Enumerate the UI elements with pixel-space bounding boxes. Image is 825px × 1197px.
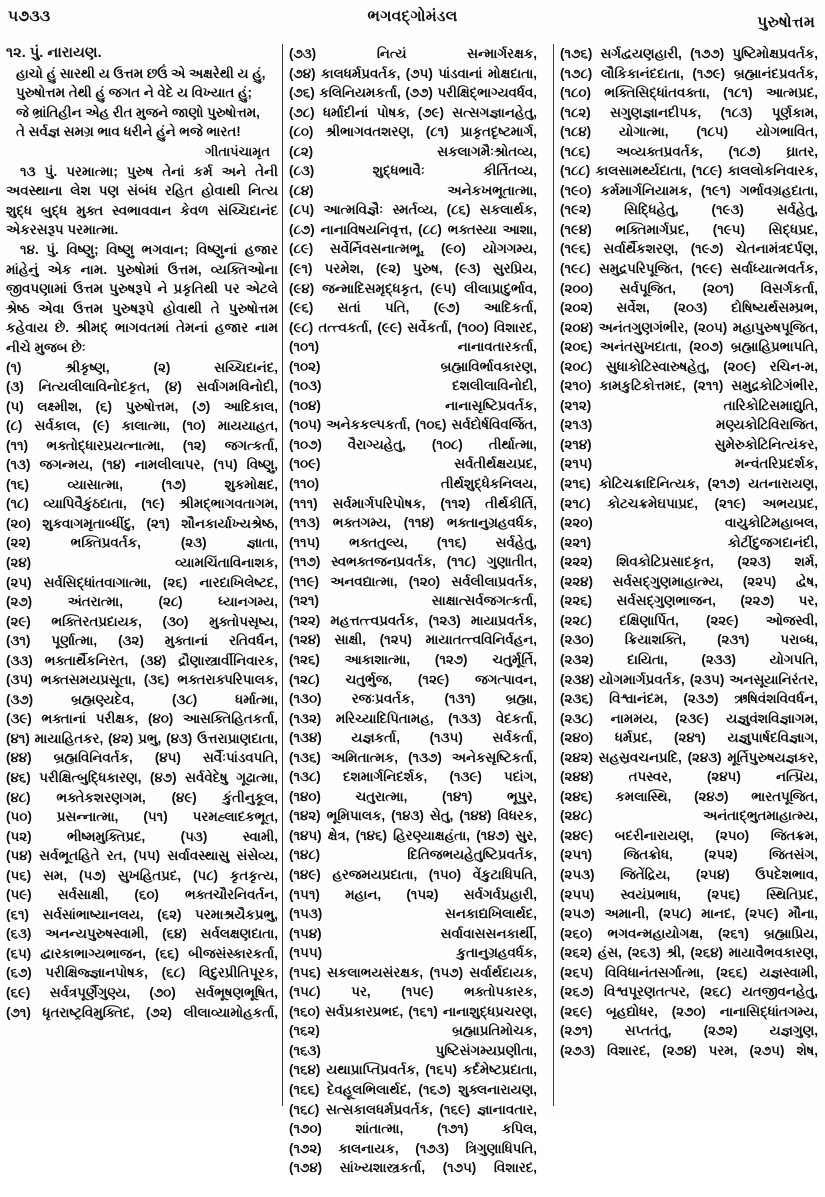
name-list-item: (૧૪૧) ભૂપુર, — [441, 788, 537, 804]
name-list-item: (૯૯) સર્વેકર્તા, — [377, 319, 452, 335]
name-list-item: (૮૫) આત્મવિજ્ઞૈઃ સ્મર્તવ્ય, — [289, 202, 438, 218]
name-list-item: (૨૧૨) તારિકોટિસમાદ્યુતિ, — [560, 397, 818, 413]
name-list-item: (૫૫) સર્વાવસ્થાસુ સંસેવ્ય, — [133, 848, 278, 864]
name-list-item: (૨૫૩) જિતેંદ્રિય, — [560, 866, 671, 882]
name-list-item: (૨૧૮) કોટચક્રમેઘપાપ્રદ, — [560, 495, 699, 511]
name-list-item: (૧૯૭) ચેતનામંત્રદર્પણ, — [690, 241, 818, 257]
name-list-item: (૨૦૪) અનંતગુણગંભીર, — [560, 319, 689, 335]
name-list-item: (૧૩૨) મરિચ્યાદિપિતામહ, — [289, 710, 434, 726]
name-list-item: (૧૨૨) મહત્તત્ત્વપ્રવર્તક, — [289, 612, 419, 628]
name-list-item: (૧૪૪) વિધરક, — [459, 808, 537, 824]
name-list-item: (૧૧) ભક્તોદ્ધારપ્રયત્નાત્મા, — [6, 437, 165, 453]
name-list-item: (૧૯૫) સિદ્ધપ્રદ, — [712, 221, 818, 237]
name-list-item: (૭૨) લીલાવ્યામોહકર્તા, — [145, 1004, 278, 1020]
name-list-item: (૨૩૨) દાયિતા, — [560, 651, 668, 667]
name-list-item: (૨૦૭) બ્રહ્માહિપ્રભાપતિ, — [689, 339, 818, 355]
name-list-item: (૯૭) આદિકર્તા, — [433, 300, 537, 316]
name-list-item: (૧૭૧) કપિલ, — [436, 1121, 537, 1137]
name-list-item: (૭૧) ધૃતરાષ્ટ્રવિમુક્તિદ, — [6, 1004, 135, 1020]
name-list-item: (૨૨૪) સર્વસદ્ગુણમાહાત્મ્ય, — [560, 573, 724, 589]
name-list-item: (૪૫) સર્વૈઃપાંડવપતિ, — [154, 750, 278, 766]
name-list-item: (૨૬૮) યતજીવનહેતુ, — [699, 984, 818, 1000]
name-list-item: (૨૫૧) જિતક્રોધ, — [560, 847, 673, 863]
name-list-item: (૧૨૯) જગત્પાવન, — [417, 671, 537, 687]
name-list-item: (૨૫૫) સ્વયંપ્રભાધ, — [560, 886, 681, 902]
name-list-item: (૧૫૬) સકલાભયસંરક્ષક, — [289, 964, 424, 980]
name-list-item: (૧૦૬) સર્વદોર્ષવિવર્જિત, — [415, 417, 537, 433]
name-list-item: (૨૦૨) સર્વેશ, — [560, 300, 650, 316]
name-list-item: (૪૬) પરીક્ષિત્બુદ્ધિકારણ, — [6, 769, 142, 785]
name-list-item: (૫૬) સમ, — [6, 867, 68, 883]
name-list-item: (૨૩૦) ક્રિયાશક્તિ, — [560, 632, 686, 648]
name-list-item: (૧૩૯) પદાંગ, — [449, 769, 537, 785]
name-list-item: (૨૪૨) સહસ્રવચનપ્રદિ, — [560, 749, 682, 765]
name-list-item: (૨૩૮) નામમય, — [560, 710, 658, 726]
name-list-item: (૬૦) ભક્તચૌરનિવર્તન, — [134, 887, 278, 903]
name-list-item: (૧૪૩) સેતુ, — [391, 808, 454, 824]
name-list-item: (૧૮૯) કાલલોકનિવારક, — [691, 163, 818, 179]
name-list-item: (૧૭૮) લૌકિકાનંદદાતા, — [560, 65, 684, 81]
name-list-item: (૧૫૯) ભક્તોપકારક, — [401, 984, 537, 1000]
name-list-item: (૭) આદિકાલ, — [191, 398, 278, 414]
name-list-item: (૬૫) દ્વારકાભાગ્યભાજન, — [6, 945, 146, 961]
verse-line-4: તે સર્વજ્ઞ સમગ્ર ભાવ ધરીને હુંને ભજે ભારત! — [16, 124, 241, 140]
name-list-item: (૧૯) શ્રીમદ્ભાગવતાગમ, — [141, 496, 278, 512]
name-list-item: (૫૩) સ્વામી, — [180, 828, 278, 844]
name-list-item: (૧૬૫) કર્દમેષ્ટપ્રદાતા, — [425, 1062, 537, 1078]
name-list-item: (૨૬૨) હંસ, — [560, 945, 622, 961]
name-list-item: (૨૫૭) અમાની, — [560, 906, 649, 922]
name-list-item: (૧૧૦) તીર્થશુદ્ધેકનિલય, — [289, 476, 537, 492]
name-list-item: (૨૪૯) બદરીનારાયણ, — [560, 827, 694, 843]
name-list-item: (૧૫૧) મહાન, — [289, 886, 382, 902]
name-list-item: (૨૧૫) મન્વંતરિપ્રદર્શક, — [560, 456, 818, 472]
name-list-item: (૧૨૪) સાક્ષી, — [289, 632, 366, 648]
name-list-item: (૯૬) સતાં પતિ, — [289, 300, 410, 316]
name-list-item: (૨૨૭) પર, — [740, 593, 819, 609]
name-list-item: (૧૩૩) વેદકર્તા, — [448, 710, 537, 726]
name-list-item: (૨૦) શુકવાગમૃતાબ્ધીંદુ, — [6, 515, 136, 531]
name-list-item: (૧૫૭) સર્વાર્થદાયક, — [429, 964, 537, 980]
name-list-item: (૧૭૬) સર્ગદ્વયણહારી, — [560, 46, 682, 61]
name-list-item: (૭૯) સત્સગજ્ઞાનહેતુ, — [417, 104, 537, 120]
name-list-item: (૨૪૭) ભારતપૂજિત, — [694, 788, 818, 804]
name-list-item: (૨૫૨) જિતસંગ, — [704, 847, 818, 863]
column-area — [0, 44, 825, 1176]
name-list-item: (૯૧) પરમેશ, — [289, 261, 364, 277]
name-list-item: (૨૨૧) કોટીંદુજગદાનંદી, — [560, 534, 818, 550]
name-list-item: (૭૦) સર્વભૂષણભૂષિત, — [149, 985, 278, 1000]
name-list-item: (૧૫૪) સર્વાવાસસનકાર્થી, — [289, 925, 537, 941]
name-list-item: (૨૧૪) સુમેરુકોટિનિત્યંકર, — [560, 436, 818, 452]
name-list-item: (૨૪૧) યજ્ઞુપાર્ષદવિજ્ઞાગ, — [674, 730, 818, 746]
sense-12-heading: ૧૨. પું. નારાયણ. — [6, 45, 102, 61]
name-list-item: (૨૪) વ્યામચિંતાવિનાશક, — [6, 554, 278, 570]
name-list-item: (૧૦૩) દશલીલાવિનોદી, — [289, 378, 537, 394]
name-list-item: (૯૦) યોગગમ્ય, — [440, 241, 537, 257]
name-list-item: (૨૭૪) પરમ, — [662, 1042, 738, 1058]
name-list-item: (૨૬૫) વિવિધાનંતસર્ગાત્મા, — [560, 964, 704, 980]
name-list-item: (૨૨) ભક્તિપ્રવર્તક, — [6, 535, 141, 551]
name-list-item: (૭૩) નિત્યં સન્માર્ગરક્ષક, — [289, 46, 537, 61]
name-list-item: (૬૯) સર્વત્રપૂર્ણૈગુણ્ય, — [6, 985, 131, 1000]
name-list-item: (૧૦૯) સર્વતીર્થક્ષયપ્રદ, — [289, 456, 537, 472]
name-list-item: (૧૮૬) અવ્યક્તપ્રવર્તક, — [560, 143, 703, 159]
name-list-item: (૮૯) સર્વેર્નિવસનાત્મભૂ, — [289, 241, 425, 257]
verse-attribution: ગીતાપંચામૃત — [205, 143, 270, 159]
name-list-item: (૮૬) સકલાર્થક, — [446, 202, 537, 218]
name-list-item: (૧૨૮) ચતુર્ભુજ, — [289, 671, 393, 687]
name-list-item: (૧૯૮) સમુદ્રપરિપૂજિત, — [560, 261, 683, 277]
name-list-item: (૧૬૩) પુષ્ટિસંગમ્યપ્રણીતા, — [289, 1042, 537, 1058]
name-list-item: (૩૯) ભક્તાનાં પરીક્ષક, — [6, 711, 139, 727]
name-list-item: (૨૭૦) નાનાસિદ્ધાંતગમ્ય, — [671, 1003, 818, 1019]
name-list-item: (૨૭) અંતરાત્મા, — [6, 594, 123, 610]
name-list-item: (૨૨૯) ઓજસ્વી, — [705, 612, 818, 628]
name-list-item: (૨૬૩) શ્રી, — [627, 945, 685, 961]
name-list-item: (૨૦૮) સુધાકોટિસ્વારુષહેતુ, — [560, 358, 710, 374]
name-list-item: (૨૦૬) અનંતસુખદાતા, — [560, 339, 682, 355]
name-list-item: (૪૪) બ્રહ્મવિનિવર્તક, — [6, 750, 133, 766]
name-list-item: (૧૨૫) માયાતત્ત્વવિનિર્વહન, — [379, 632, 537, 648]
name-list-item: (૧૮૧) આત્મપ્રદ, — [723, 85, 819, 101]
name-list-item: (૨૫૯) મૌના, — [744, 906, 818, 922]
name-list-item: (૧૩) જગન્મય, — [6, 457, 93, 473]
name-list-item: (૧૪૯) હરજમયપ્રદાતા, — [289, 866, 418, 882]
name-list-item: (૨૩૧) પરાબ્ધ, — [717, 632, 818, 648]
name-list-item: (૧૮૮) કાલસામર્થ્યદાતા, — [560, 163, 687, 179]
name-list-item: (૧૭૨) કાલનાયક, — [289, 1140, 399, 1156]
name-list-item: (૮૮) ભક્તસ્યા આશા, — [418, 221, 537, 237]
name-list-item: (૧૯૨) સિદ્ધિહેતુ, — [560, 202, 679, 218]
name-list-item: (૩૨) મુક્તાનાં રતિવર્ધન, — [118, 633, 278, 649]
name-list-item: (૫૧) પરમહ્લાદકભૂત, — [143, 809, 278, 825]
name-list-item: (૩૭) બ્રહ્મણ્યદેવ, — [6, 691, 135, 707]
name-list-item: (૧૨) જગત્કર્તા, — [182, 437, 278, 453]
name-list-item: (૨૨૮) દક્ષિણાર્પિત, — [560, 612, 679, 628]
name-list-item: (૫૪) સર્વભૂતહિતે રત, — [6, 848, 127, 864]
name-list-item: (૧૮૪) યોગાત્મા, — [560, 124, 669, 140]
name-list-item: (૧૪) નામલીલાપર, — [101, 457, 205, 473]
name-list-item: (૧૧૧) સર્વમાર્ગપરિપોષક, — [289, 495, 426, 511]
name-list-item: (૧૪૨) ભૂમિપાલક, — [289, 808, 386, 824]
name-list-item: (૧૯૩) સર્વહેતુ, — [711, 202, 818, 218]
name-list-item: (૨૫૦) જિતક્રમ, — [715, 827, 818, 843]
name-list-item: (૨૧) શૌનકાર્યાખ્યશ્રેષ્ઠ, — [146, 515, 279, 531]
book-title: ભગવદ્ગોમંડલ — [367, 8, 458, 25]
name-list-item: (૯૩) સુરપ્રિય, — [454, 261, 537, 277]
name-list-item: (૧૨૧) સાક્ષાત્સર્વજગત્કર્તા, — [289, 593, 537, 609]
name-list-item: (૯૪) જન્માદિસમૃદ્ધકૃત, — [289, 280, 423, 296]
name-list-item: (૬૪) સર્વલક્ષણદાતા, — [162, 926, 278, 942]
name-list-item: (૩૮) ધર્માત્મા, — [172, 691, 278, 707]
name-list-item: (૨૫૪) ઉપદેશભાવ, — [695, 866, 818, 882]
name-list-item: (૧૩૪) યજ્ઞકર્તા, — [289, 730, 400, 746]
name-list-item: (૨૨૫) દ્વેષ, — [742, 573, 818, 589]
name-list-item: (૧૬૭) શુક્લનારાયણ, — [418, 1081, 537, 1097]
name-list-item: (૨૫૮) માનદ, — [658, 906, 736, 922]
name-list-item: (૮૦) શ્રીભાગવતશરણ, — [289, 124, 414, 140]
name-list-item: (૧૭૦) શાંતાત્મા, — [289, 1121, 404, 1137]
name-list-item: (૧૮૭) ઘ્રાતર, — [728, 143, 818, 159]
name-list-item: (૨૦૯) રચિન-મ, — [723, 358, 818, 374]
name-list-item: (૪૧) માયાહિતકર, — [6, 730, 104, 746]
name-list-item: (૧૦) માયયાહત, — [182, 418, 278, 434]
name-list-item: (૧૭૪) સાંખ્યશાસ્ત્રકર્તા, — [289, 1160, 426, 1176]
name-list-item: (૨૬૬) યજ્ઞસ્વામી, — [715, 964, 818, 980]
name-list-item: (૯) કાલાત્મા, — [92, 418, 170, 434]
name-list-item: (૨૨૩) શર્મ, — [737, 554, 818, 570]
name-list-item: (૧૪૫) ક્ષેત્ર, — [289, 827, 350, 843]
names-list-column-1 — [6, 358, 278, 1042]
column-1 — [6, 44, 278, 1116]
column-divider-1 — [282, 44, 283, 1106]
name-list-item: (૮) સર્વકાલ, — [6, 418, 81, 434]
name-list-item: (૧૧૭) સ્વભક્તજનપ્રવર્તક, — [289, 554, 436, 570]
name-list-item: (૨૬૯) બૃહદ્યોધર, — [560, 1003, 658, 1019]
name-list-item: (૧૦૭) વૈરાગ્યહેતુ, — [289, 436, 406, 452]
name-list-item: (૩૬) ભક્તરાક્પરિપાલક, — [143, 672, 278, 688]
name-list-item: (૪૩) ઉત્તરાપ્રાણદાતા, — [166, 730, 278, 746]
name-list-item: (૧૦૧) નાનાવતારકર્તા, — [289, 339, 537, 355]
name-list-item: (૨) સચ્ચિદાનંદ, — [153, 359, 278, 375]
name-list-item: (૨૬૦) ભગવન્મહાયોગક્ષ, — [560, 925, 703, 941]
name-list-item: (૧૭૭) પુષ્ટિમોક્ષપ્રવર્તક, — [690, 46, 818, 61]
name-list-item: (૧૬૦) સર્વપ્રકારપ્રભદ, — [289, 1003, 404, 1019]
name-list-item: (૧૩૦) રજઃપ્રવર્તક, — [289, 691, 415, 707]
column-divider-2 — [553, 44, 554, 1106]
name-list-item: (૧૮૦) ભક્તિસિદ્ધાંતવક્તા, — [560, 85, 710, 101]
name-list-item: (૧૦૮) તીર્થાત્મા, — [431, 436, 537, 452]
name-list-item: (૬૮) વિદુરપ્રીતિપૂરક, — [161, 965, 278, 981]
verse-line-1: હાચો હું સારથી ય ઉત્તમ છઉં એ અક્ષરેથી ય હું, — [16, 65, 266, 81]
column-3 — [560, 44, 818, 1116]
name-list-item: (૨૩૯) યજ્ઞુવંશવિજ્ઞાગમ, — [675, 710, 818, 726]
name-list-item: (૧૧૮) ગુણાતીત, — [446, 554, 537, 570]
name-list-item: (૨૧૧) સમુદ્રકોટિગંભીર, — [693, 378, 818, 394]
name-list-item: (૧૫૫) કુતાનુગ્રહવર્ધક, — [289, 945, 537, 961]
name-list-item: (૧૩૬) અમિતાત્મક, — [289, 749, 398, 765]
name-list-item: (૧૨૬) આકાશાત્મા, — [289, 651, 411, 667]
names-list-column-2 — [289, 44, 537, 1197]
name-list-item: (૭૭) પરીક્ષિદ્ભાગ્યવર્ધવ, — [405, 85, 537, 101]
name-list-item: (૨૪૫) નત્પ્રિય, — [706, 769, 818, 785]
name-list-item: (૧૩૮) દશમાર્ગનિદર્શક, — [289, 769, 428, 785]
name-list-item: (૨૪૦) ધર્મપ્રદ, — [560, 730, 653, 746]
name-list-item: (૮૭) નાનાવિષયનિવૃત્ત, — [289, 221, 413, 237]
name-list-item: (૯૮) તત્ત્વકર્તા, — [289, 319, 373, 335]
name-list-item: (૧૩૫) સર્વકર્તા, — [429, 730, 537, 746]
name-list-item: (૧૭૩) ત્રિગુણાધિપતિ, — [415, 1140, 537, 1156]
name-list-item: (૧૬૬) દેવહૂલભિલાર્થદ, — [289, 1081, 412, 1097]
name-list-item: (૬૭) પરીક્ષિજ્જ્ઞાનપોષક, — [6, 965, 148, 981]
name-list-item: (૧૬૯) જ્ઞાનાવતાર, — [439, 1101, 537, 1117]
name-list-item: (૨૫) સર્વસિદ્ધાંતવાગાત્મા, — [6, 574, 152, 590]
name-list-item: (૧૫૦) વેંકુટાધિપતિ, — [428, 866, 537, 882]
name-list-item: (૨૬) નારદાખિલેષ્ટદ, — [163, 574, 278, 590]
name-list-item: (૧૬૨) બ્રહ્માપ્રતિમોચક, — [289, 1023, 537, 1039]
name-list-item: (૨૧૩) મણ્યકોટિવિરાજિત, — [560, 417, 818, 433]
name-list-item: (૨૦૫) મહાપુરુષપૂજિત, — [693, 319, 818, 335]
name-list-item: (૩૦) મુક્તોપસૃષ્ય, — [162, 613, 278, 629]
name-list-item: (૨૭૧) સપ્તતંતુ, — [560, 1023, 672, 1039]
name-list-item: (૨૭૨) યજ્ઞગુણ, — [703, 1023, 818, 1039]
name-list-item: (૪) સર્વાગમવિનોદી, — [164, 379, 278, 395]
name-list-item: (૬) પુરુષોત્તમ, — [95, 398, 179, 414]
column-2 — [289, 44, 538, 1176]
name-list-item: (૭૬) કલિનિયમકર્તા, — [289, 85, 401, 101]
name-list-item: (૧૭) શુકમોક્ષદ, — [161, 476, 278, 492]
sense-13-paragraph: ૧૩ પું. પરમાત્મા; પુરુષ તેનાં કર્મ અને તેની અવસ્થાના લેશ પણ સંબંધ રહિત હોવાથી નિત્ય શુદ્ધ બુદ્ધ મુક્ત સ્વભાવવાન કેવળ સંચ્ચિદાનંદ એકરસરૂપ પરમાત્મા. — [6, 163, 278, 238]
name-list-item: (૨૧૭) યતનારાયણ, — [707, 476, 818, 492]
name-list-item: (૧૧૪) ભક્તાનુગ્રહવર્ધક, — [403, 515, 537, 531]
name-list-item: (૨૧૯) અભયપ્રદ, — [714, 495, 818, 511]
name-list-item: (૪૨) પ્રભુ, — [108, 730, 162, 746]
name-list-item: (૫૮) કૃતકૃત્ય, — [192, 867, 278, 883]
page-number: ૫૭૩૩ — [8, 8, 51, 25]
name-list-item: (૧૦૫) અનેકકલ્પકર્તા, — [289, 417, 411, 433]
name-list-item: (૨૪૩) મૂર્તિપુરુષયજ્ઞકર, — [687, 749, 818, 765]
name-list-item: (૬૩) અનન્યપુરુષસ્વામી, — [6, 926, 149, 942]
name-list-item: (૧૧૨) તીર્થકીર્તિ, — [440, 495, 537, 511]
name-list-item: (૭૫) પાંડવાનાં મોક્ષદાતા, — [405, 65, 537, 81]
name-list-item: (૧૫૨) સર્વગર્વપ્રહારી, — [406, 886, 537, 902]
name-list-item: (૧૬૪) યથાપ્રાપ્તિપ્રવર્તક, — [289, 1062, 420, 1078]
name-list-item: (૭૮) ધર્માદીનાં પોષક, — [289, 104, 410, 120]
name-list-item: (૧૬૧) નાનાશુદ્ધપ્રચરણ, — [408, 1003, 537, 1019]
name-list-item: (૫૨) ભીષ્મમુક્તિપ્રદ, — [6, 828, 146, 844]
name-list-item: (૨૩૫) અનસૂયાનિરંતર, — [689, 671, 819, 687]
name-list-item: (૨૭૩) વિશારદ, — [560, 1042, 651, 1058]
name-list-item: (૧૧૫) ભક્તતુલ્ય, — [289, 534, 408, 550]
name-list-item: (૫૯) સર્વસાક્ષી, — [6, 887, 109, 903]
name-list-item: (૨૭૫) શેષ, — [749, 1042, 818, 1058]
entry-headword: પુરુષોત્તમ — [757, 14, 815, 31]
name-list-item: (૨૩૭) ઋષિવંશવિવર્ધન, — [683, 691, 818, 707]
name-list-item: (૧૧૯) અનવદ્યાત્મા, — [289, 573, 398, 589]
name-list-item: (૮૪) અનેકખભૂતાત્મા, — [289, 182, 537, 198]
name-list-item: (૨૪૪) તપસ્વર, — [560, 769, 672, 785]
names-list-column-3 — [560, 44, 818, 1080]
name-list-item: (૧૦૦) વિશારદ, — [457, 319, 537, 335]
name-list-item: (૨૪૬) કમલાસ્થિ, — [560, 788, 672, 804]
name-list-item: (૨૪૮) અનંતાદ્ભુતમાહાત્મ્ય, — [560, 808, 818, 824]
name-list-item: (૨૧૦) કામકુટિકોત્તમદ, — [560, 378, 686, 394]
name-list-item: (૨૦૧) વિસર્ગકર્તા, — [702, 280, 818, 296]
name-list-item: (૧૨૩) માયાપ્રવર્તક, — [428, 612, 538, 628]
name-list-item: (૧૭૫) વિશારદ, — [442, 1160, 537, 1176]
name-list-item: (૫૦) પ્રસન્નાત્મા, — [6, 809, 119, 825]
name-list-item: (૧૦૨) બ્રહ્માવિર્ભાવકારણ, — [289, 358, 537, 374]
name-list-item: (૨૯) ભક્તિરતપ્રદાયક, — [6, 613, 142, 629]
name-list-item: (૭૪) કાલધર્મપ્રવર્તક, — [289, 65, 401, 81]
name-list-item: (૬૧) સર્વસાંભાષ્યાનલય, — [6, 906, 144, 922]
name-list-item: (૯૨) પુરુષ, — [375, 261, 443, 277]
name-list-item: (૧) શ્રીકૃષ્ણ, — [6, 359, 110, 375]
name-list-item: (૧૯૯) સર્વાધ્યાત્મવર્તક, — [691, 261, 818, 277]
name-list-item: (૧૮૩) પૂર્ણકામ, — [720, 104, 818, 120]
name-list-item: (૧૧૬) સર્વહેતુ, — [436, 534, 537, 550]
name-list-item: (૧૮૨) સગુણજ્ઞાનદીપક, — [560, 104, 702, 120]
name-list-item: (૬૬) બીજસંસ્કારકર્તા, — [155, 945, 278, 961]
name-list-item: (૧૫૩) સનકાદ્યખિલાર્થદ, — [289, 906, 537, 922]
name-list-item: (૨૨૦) વાયુકોટિમહાબલ, — [560, 515, 818, 531]
name-list-item: (૨૨૬) સર્વસદ્ગુણભાજન, — [560, 593, 716, 609]
name-list-item: (૩) નિત્યલીલાવિનોદકૃત, — [6, 379, 150, 395]
name-list-item: (૮૧) પ્રાકૃતદૃષ્ટમાર્ગ, — [425, 124, 537, 140]
name-list-item: (૧૪૭) સુર, — [476, 827, 537, 843]
name-list-item: (૨૧૬) કોટિચક્રાદિનિત્યક, — [560, 476, 700, 492]
name-list-item: (૧૪૮) દિતિજભયહેતુષ્ટિપ્રવર્તક, — [289, 847, 537, 863]
name-list-item: (૬૨) પરમાશ્રયૈકપ્રભુ, — [157, 906, 278, 922]
name-list-item: (૩૫) ભક્તસમયપ્રસૂતા, — [6, 672, 136, 688]
name-list-item: (૧૩૭) અનેકસૃષ્ટિકર્તા, — [408, 749, 537, 765]
name-list-item: (૧૭૯) બ્રહ્માનંદપ્રવર્તક, — [692, 65, 818, 81]
name-list-item: (૧૫) વિષ્ણુ, — [213, 457, 278, 473]
name-list-item: (૩૩) ભક્તાર્થૈકનિરત, — [6, 652, 129, 668]
name-list-item: (૧૧૩) ભક્તગમ્ય, — [289, 515, 391, 531]
name-list-item: (૧૯૪) ભક્તિમાર્ગપ્રદ, — [560, 221, 689, 237]
name-list-item: (૨૩) જ્ઞાતા, — [180, 535, 278, 551]
name-list-item: (૪૦) આસક્તિહિતકર્તા, — [147, 711, 278, 727]
name-list-item: (૧૩૧) બ્રહ્મા, — [444, 691, 537, 707]
name-list-item: (૪૭) સર્વવેદેષુ ગૂઢાત્મા, — [150, 769, 278, 785]
name-list-item: (૪૮) ભક્તેકશરણગમ, — [6, 789, 146, 805]
name-list-item: (૯૫) લીલાપ્રાદુર્ભાવ, — [430, 280, 537, 296]
name-list-item: (૧૯૧) ગર્ભાવગ્રહદાતા, — [700, 182, 818, 198]
name-list-item: (૧૮) વ્યાપિવૈકુંઠદાતા, — [6, 496, 127, 512]
name-list-item: (૨૬૧) બ્રહ્માપ્રિય, — [717, 925, 818, 941]
name-list-item: (૪૯) કુંતીનુકૂલ, — [171, 789, 278, 805]
name-list-item: (૧૬) વ્યાસાત્મા, — [6, 476, 123, 492]
name-list-item: (૫) લક્ષ્મીશ, — [6, 398, 82, 414]
name-list-item: (૨૩૪) યોગમાર્ગપ્રવર્તક, — [560, 671, 685, 687]
name-list-item: (૨૫૬) સ્થિતિપ્રદ, — [707, 886, 818, 902]
name-list-item: (૨૦૩) દોષિષ્યર્થસમ્પ્રભ, — [673, 300, 818, 316]
name-list-item: (૧૯૦) કર્મમાર્ગનિયામક, — [560, 182, 692, 198]
name-list-item: (૧૪૦) ચતુરાત્મા, — [289, 788, 408, 804]
name-list-item: (૧૨૭) ચતુર્મૂર્તિ, — [434, 651, 537, 667]
running-head — [0, 8, 825, 34]
name-list-item: (૨૬૭) વિશ્વપૂરણતત્પર, — [560, 984, 690, 1000]
name-list-item: (૧૦૪) નાનાસૃષ્ટિપ્રવર્તક, — [289, 397, 537, 413]
name-list-item: (૨૨૨) શિવકોટિપ્રસાદકૃત, — [560, 554, 714, 570]
name-list-item: (૧૫૮) પર, — [289, 984, 371, 1000]
name-list-item: (૨૩૬) વિશ્વાનંદમ, — [560, 691, 668, 707]
name-list-item: (૮૩) શુદ્ધભાવૈઃ કીર્તિતવ્ય, — [289, 163, 537, 179]
verse-line-2: પુરુષોત્તમ તેથી હું જગત ને વેદે ય વિખ્યાત હું; — [16, 85, 252, 101]
name-list-item: (૨૩૩) યોગપતિ, — [701, 651, 818, 667]
verse-line-3: જે ભ્રાંતિહીન એહ રીત મુજને જાણો પુરુષોત્તમ, — [16, 104, 260, 120]
name-list-item: (૧૮૫) યોગભાવિત, — [696, 124, 818, 140]
sense-14-paragraph: ૧૪. પું. વિષ્ણુ; વિષ્ણુ ભગવાન; વિષ્ણુનાં હજાર માંહેનું એક નામ. પુરુષોમાં ઉત્તમ, વ્યક્તિઓના જીવપણામાં ઉત્તમ પુરુષરૂપે ને પ્રકૃતિથી પર એટલે શ્રેષ્ઠ એવા ઉત્તમ પુરુષરૂપે હોવાથી તે પુરુષોત્તમ કહેવાય છે. શ્રીમદ્ ભાગવતમાં તેમનાં હજાર નામ નીચે મુજબ છેઃ — [6, 241, 278, 355]
name-list-item: (૨૦૦) સર્વપૂજિત, — [560, 280, 676, 296]
name-list-item: (૫૭) સુખહિતપ્રદ, — [78, 867, 182, 883]
name-list-item: (૨૮) ધ્યાનગમ્ય, — [158, 594, 278, 610]
name-list-item: (૨૬૪) માયાવૈભવકારણ, — [690, 945, 818, 961]
name-list-item: (૧૨૦) સર્વલીલાપ્રવર્તક, — [408, 573, 537, 589]
name-list-item: (૮૨) સકલાગમૈઃશ્રોતવ્ય, — [289, 143, 537, 159]
name-list-item: (૧૯૬) સર્વાર્થૈકશરણ, — [560, 241, 679, 257]
name-list-item: (૧૪૬) હિરણ્યાક્ષહંતા, — [355, 827, 471, 843]
name-list-item: (૧૬૮) સત્સકાલધર્મપ્રવર્તક, — [289, 1101, 433, 1117]
name-list-item: (૩૧) પૂર્ણાત્મા, — [6, 633, 98, 649]
name-list-item: (૩૪) દ્રૌણાસ્ત્રાર્વીનિવારક, — [140, 652, 278, 668]
